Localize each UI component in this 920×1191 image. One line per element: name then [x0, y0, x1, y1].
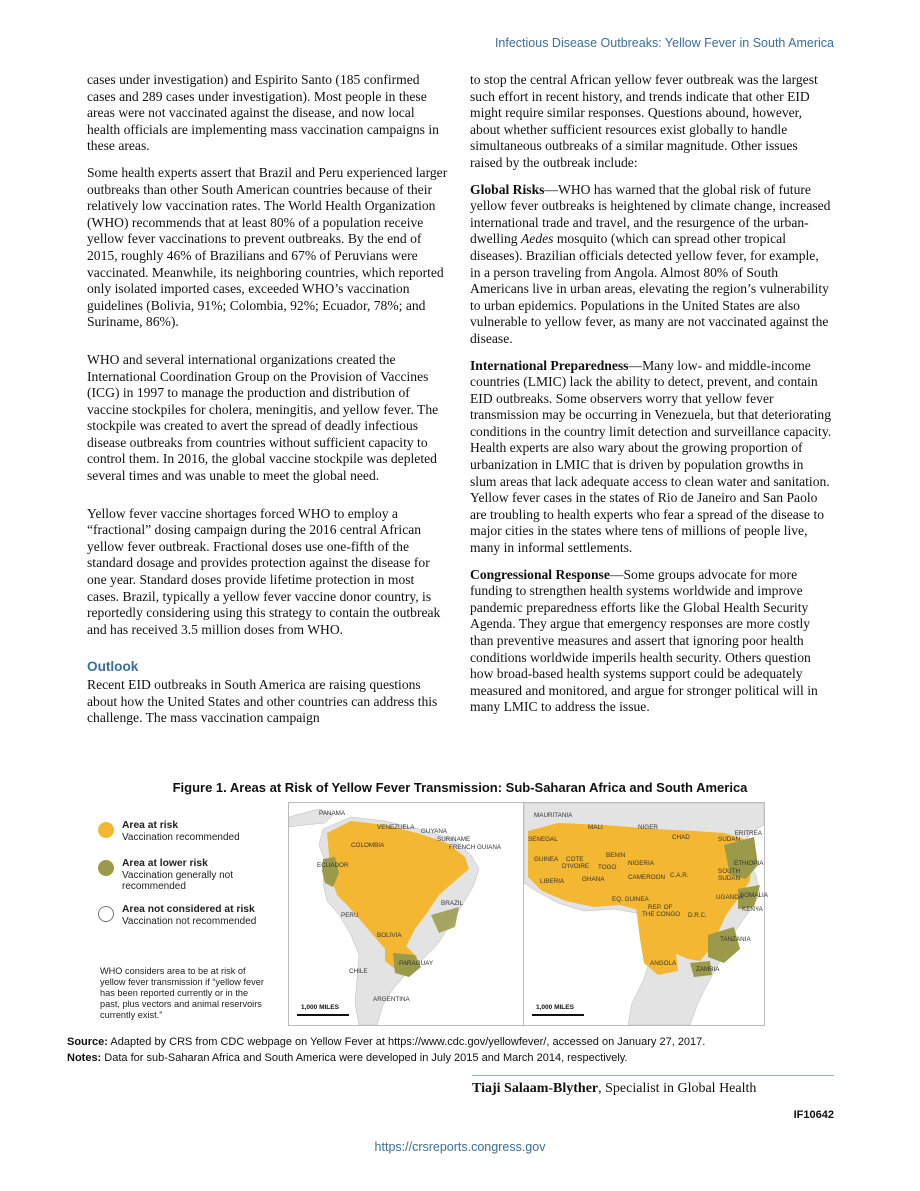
legend-title: Area not considered at risk: [122, 904, 255, 915]
intl-preparedness-text: —Many low- and middle-income countries (LMIC) lack the ability to detect, prevent, and contain EID outbreaks. Some observers worry that yellow fever transmission may be occurring in Venezuela, but that deteriorating conditions in the country limit detection and surveillance capacity. Health experts are also wary about the growing proportion of urbanization in LMIC that is driven by population growths in slum areas that lack adequate access to clean water and sanitation. Yellow fever cases in the states of Rio de Janeiro and San Paolo are troubling to health experts who fear a spread of the disease to major cities in the states where tens of millions of people live, many in informal settlements.: [470, 357, 832, 556]
map-label: D'IVOIRE: [562, 863, 590, 870]
congressional-response-text: —Some groups advocate for more funding to strengthen health systems worldwide and improve pandemic preparedness efforts like the Global Health Security Agenda. They argue that emergency responses are more costly than preventive measures and assert that ignoring poor health conditions worldwide imperils health security. Others question how broad-based health systems support could be adequately measured and monitored, and argue for stronger political will in many LMIC to address the issue.: [470, 566, 818, 715]
intl-preparedness-paragraph: [470, 358, 832, 557]
map-label: GUINEA: [534, 856, 559, 863]
map-label: PERU: [341, 912, 359, 919]
source-notes: [67, 1034, 857, 1066]
map-label: COLOMBIA: [351, 842, 385, 849]
map-label: NIGER: [638, 824, 658, 831]
map-label: C.A.R.: [670, 872, 689, 879]
global-risks-paragraph: [470, 182, 832, 348]
map-label: FRENCH GUIANA: [449, 844, 502, 851]
notes-text: Data for sub-Saharan Africa and South America were developed in July 2015 and March 2014, respectively.: [101, 1052, 628, 1064]
map-label: VENEZUELA: [377, 824, 415, 831]
map-label: ETHIOPIA: [734, 860, 764, 867]
global-risks-lead: Global Risks: [470, 181, 545, 197]
map-label: MAURITANIA: [534, 812, 573, 819]
document-id: IF10642: [793, 1109, 834, 1121]
source-label: Source:: [67, 1036, 108, 1048]
map-label: UGANDA: [716, 894, 743, 901]
legend-title: Area at lower risk: [122, 858, 208, 869]
scale-label: 1,000 MILES: [301, 1004, 339, 1011]
source-line: [67, 1034, 857, 1050]
paragraph: Recent EID outbreaks in South America are raising questions about how the United States and other countries can address this challenge. The mass vaccination campaign: [87, 677, 438, 726]
paragraph: Some health experts assert that Brazil and Peru experienced larger outbreaks than other South American countries because of their relatively low vaccination rates. The World Health Organization (WHO) recommends that at least 80% of a population receive yellow fever vaccinations to prevent outbreaks. By the end of 2015, roughly 46% of Brazilians and 67% of Peruvians were vaccinated. Meanwhile, its neighboring countries, which reported only isolated imported cases, exceeded WHO’s vaccination guidelines (Bolivia, 91%; Colombia, 92%; Ecuador, 78%; and Suriname, 86%).: [87, 164, 448, 330]
map-label: BOLIVIA: [377, 932, 402, 939]
legend-swatch-at-risk: [98, 822, 114, 838]
map-label: BENIN: [606, 852, 626, 859]
figure-title: Figure 1. Areas at Risk of Yellow Fever Transmission: Sub-Saharan Africa and South America: [172, 780, 748, 795]
map-label: LIBERIA: [540, 878, 565, 885]
legend-desc: Vaccination generally not recommended: [122, 869, 233, 892]
intl-preparedness-lead: International Preparedness: [470, 357, 629, 373]
map-legend: [90, 800, 290, 1028]
legend-desc: Vaccination recommended: [122, 831, 240, 843]
map-label: SOMALIA: [740, 892, 768, 899]
map-label: ZAMBIA: [696, 966, 720, 973]
figure-1: [90, 800, 840, 1028]
map-label: ERITREA: [734, 830, 762, 837]
paragraph: Yellow fever vaccine shortages forced WHO to employ a “fractional” dosing campaign during the 2016 central African yellow fever outbreak. Fractional doses use one-fifth of the standard dosage and provides protection against the disease for one year. Standard doses provide lifetime protection in most cases. Brazil, typically a yellow fever vaccine donor country, is reportedly considering using this strategy to contain the outbreak and has received 3.5 million doses from WHO.: [87, 505, 441, 637]
aedes-italic: Aedes: [520, 231, 554, 247]
legend-swatch-lower-risk: [98, 860, 114, 876]
author-name: Tiaji Salaam-Blyther: [472, 1081, 599, 1096]
map-label: ECUADOR: [317, 862, 349, 869]
left-column: [87, 72, 449, 737]
map-label: REP. OF: [648, 904, 673, 911]
map-label: CAMEROON: [628, 874, 666, 881]
map-label: SUDAN: [718, 875, 741, 882]
map-label: CHILE: [349, 968, 368, 975]
map-label: NIGERIA: [628, 860, 654, 867]
right-column: [470, 72, 832, 726]
map-label: EQ. GUINEA: [612, 896, 649, 903]
map-label: SURINAME: [437, 836, 471, 843]
global-risks-text-b: mosquito (which can spread other tropical diseases). Brazilian officials detected yellow fever, for example, in a person traveling from Angola. Almost 80% of South Americans live in urban areas, elevating the region’s vulnerability to urban epidemics. Populations in the United States are also vulnerable to yellow fever, as many are not vaccinated against the disease.: [470, 231, 829, 346]
scale-label: 1,000 MILES: [536, 1004, 574, 1011]
source-text: Adapted by CRS from CDC webpage on Yellow Fever at https://www.cdc.gov/yellowfever/, accessed on January 27, 2017.: [107, 1036, 706, 1048]
legend-swatch-not-at-risk: [98, 906, 114, 922]
map-label: TANZANIA: [720, 936, 751, 943]
south-america-map-graphic: [289, 803, 529, 1025]
map-label: THE CONGO: [642, 911, 681, 918]
map-label: ANGOLA: [650, 960, 677, 967]
map-label: BRAZIL: [441, 900, 464, 907]
author-divider: [472, 1075, 834, 1076]
map-label: ARGENTINA: [373, 996, 410, 1003]
south-america-map: [288, 802, 530, 1026]
africa-map-graphic: [524, 803, 768, 1025]
map-label: SUDAN: [718, 836, 741, 843]
global-risks-text: —WHO has warned that the global risk of future yellow fever outbreaks is heightened by climate change, increased international trade and travel, and the resurgence of the urban-dwelling: [470, 181, 831, 247]
africa-map: [523, 802, 768, 1026]
who-definition-note: WHO considers area to be at risk of yellow fever transmission if “yellow fever has been reported currently or in the past, plus vectors and animal reservoirs currently exist.”: [100, 966, 264, 1020]
map-label: COTE: [566, 856, 584, 863]
section-heading-outlook: Outlook: [87, 659, 139, 675]
notes-line: [67, 1050, 857, 1066]
map-label: MALI: [588, 824, 603, 831]
paragraph: cases under investigation) and Espirito Santo (185 confirmed cases and 289 cases under investigation). Most people in these areas were not vaccinated against the disease, and now local health officials are implementing mass vaccination campaigns in these areas.: [87, 72, 439, 154]
legend-title: Area at risk: [122, 820, 179, 831]
congressional-response-lead: Congressional Response: [470, 566, 610, 582]
author-title: , Specialist in Global Health: [598, 1081, 757, 1096]
map-label: PANAMA: [319, 810, 346, 817]
map-label: SOUTH: [718, 868, 741, 875]
map-label: SENEGAL: [528, 836, 558, 843]
running-header: Infectious Disease Outbreaks: Yellow Fever in South America: [494, 36, 834, 50]
map-label: CHAD: [672, 834, 690, 841]
author-line: [472, 1081, 756, 1097]
map-label: TOGO: [598, 864, 617, 871]
paragraph: WHO and several international organizations created the International Coordination Group on the Provision of Vaccines (ICG) in 1997 to manage the production and distribution of vaccine stockpiles for cholera, meningitis, and yellow fever. The stockpile was created to avert the spread of deadly infectious disease outbreaks from countries without sufficient capacity to control them. In 2016, the global vaccine stockpile was depleted several times and was unable to meet the global need.: [87, 351, 439, 484]
congressional-response-paragraph: [470, 567, 832, 716]
legend-desc: Vaccination not recommended: [122, 915, 257, 927]
map-label: PARAGUAY: [399, 960, 434, 967]
map-label: D.R.C.: [688, 912, 707, 919]
map-label: KENYA: [742, 906, 763, 913]
notes-label: Notes:: [67, 1052, 102, 1064]
map-label: GHANA: [582, 876, 605, 883]
footer-url-link[interactable]: https://crsreports.congress.gov: [374, 1140, 546, 1154]
map-label: GUYANA: [421, 828, 448, 835]
paragraph: to stop the central African yellow fever outbreak was the largest such effort in recent history, and trends indicate that other EID might require similar responses. Questions abound, however, about whether sufficient resources exist globally to handle simultaneous outbreaks of a similar magnitude. Other issues raised by the outbreak include:: [470, 72, 818, 170]
